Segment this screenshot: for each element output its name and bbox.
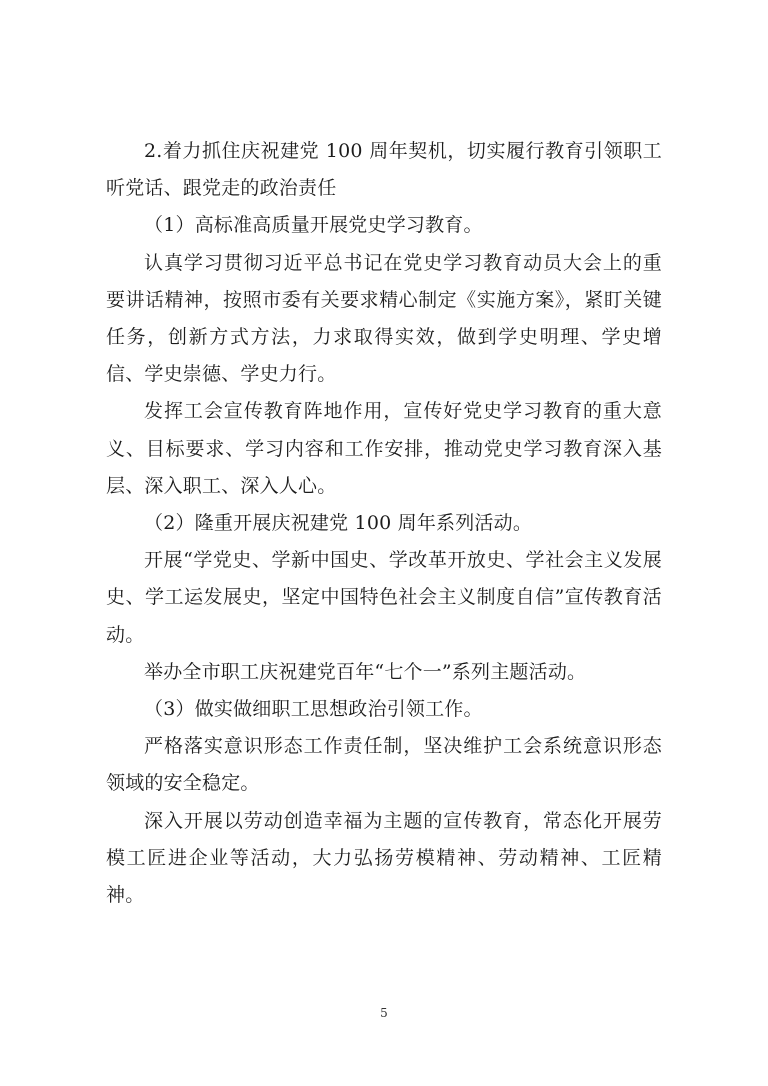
subsection-heading-1: （1）高标准高质量开展党史学习教育。: [144, 214, 483, 237]
body-paragraph: 举办全市职工庆祝建党百年“七个一”系列主题活动。: [144, 660, 587, 683]
body-paragraph: 深入开展以劳动创造幸福为主题的宣传教育，常态化开展劳模工匠进企业等活动，大力弘扬劳模精神、劳动精神、工匠精神。: [106, 809, 662, 907]
subsection-heading-3: （3）做实做细职工思想政治引领工作。: [144, 698, 483, 721]
document-body: [106, 133, 662, 914]
body-paragraph: 认真学习贯彻习近平总书记在党史学习教育动员大会上的重要讲话精神，按照市委有关要求精心制定《实施方案》，紧盯关键任务，创新方式方法，力求取得实效，做到学史明理、学史增信、学史崇德、学史力行。: [106, 251, 662, 386]
body-paragraph: 发挥工会宣传教育阵地作用，宣传好党史学习教育的重大意义、目标要求、学习内容和工作安排，推动党史学习教育深入基层、深入职工、深入人心。: [106, 400, 662, 497]
page-number: 5: [380, 1006, 388, 1020]
subsection-heading-2: （2）隆重开展庆祝建党 100 周年系列活动。: [144, 512, 533, 535]
body-paragraph: 开展“学党史、学新中国史、学改革开放史、学社会主义发展史、学工运发展史，坚定中国特色社会主义制度自信”宣传教育活动。: [106, 549, 662, 646]
section-heading: 2.着力抓住庆祝建党 100 周年契机，切实履行教育引领职工听党话、跟党走的政治责任: [106, 140, 662, 200]
body-paragraph: 严格落实意识形态工作责任制，坚决维护工会系统意识形态领域的安全稳定。: [106, 735, 662, 795]
